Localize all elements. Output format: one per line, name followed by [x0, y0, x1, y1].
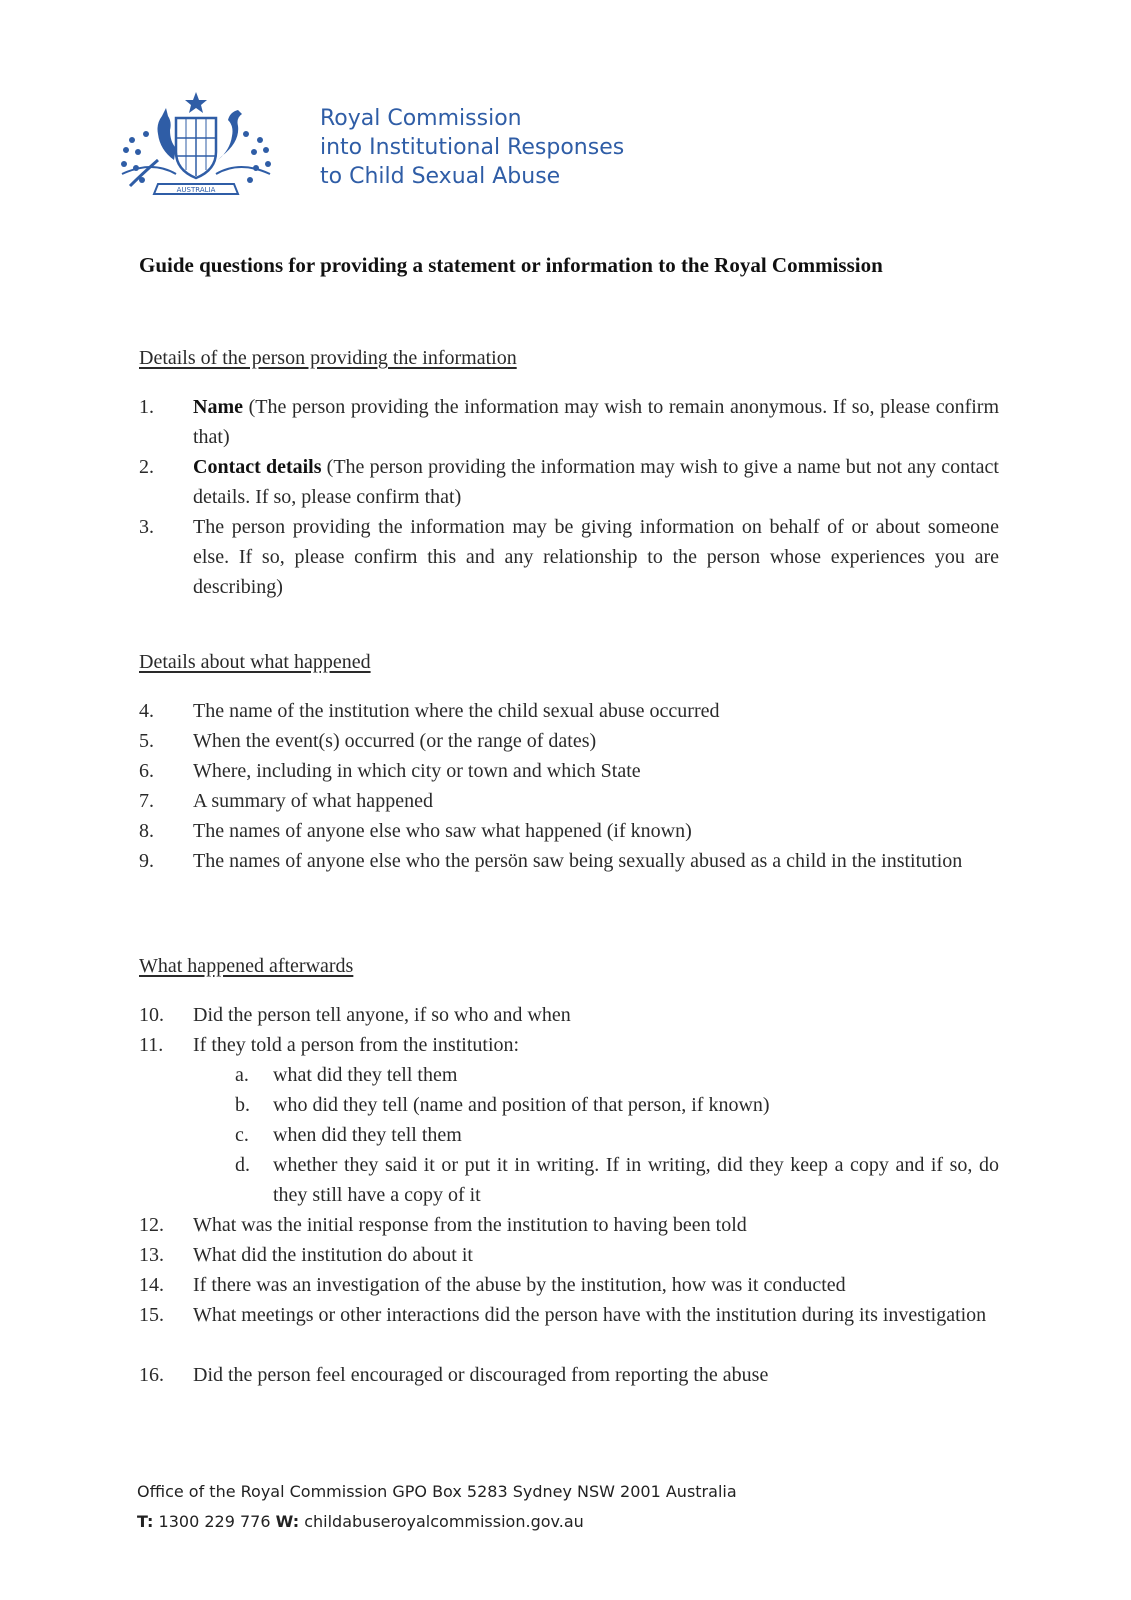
sub-list-item: [235, 1090, 999, 1120]
item-text: When the event(s) occurred (or the range of dates): [193, 730, 597, 752]
sub-item-text: whether they said it or put it in writing. If in writing, did they keep a copy and if so, do they still have a copy of it: [273, 1154, 999, 1206]
item-bold-label: Name: [193, 396, 243, 418]
item-number: 1.: [139, 396, 154, 418]
item-text: If they told a person from the institution:: [193, 1034, 520, 1056]
list-item: [139, 696, 999, 726]
phone-number: 1300 229 776: [153, 1512, 276, 1531]
document-title: Guide questions for providing a statement or information to the Royal Commission: [139, 253, 883, 277]
item-number: 4.: [139, 700, 154, 722]
item-text: (The person providing the information may wish to give a name but not any contact details. If so, please confirm that): [193, 456, 999, 508]
sub-item-text: when did they tell them: [273, 1124, 462, 1146]
item-bold-label: Contact details: [193, 456, 322, 478]
list-item: [139, 786, 999, 816]
org-line-2: into Institutional Responses: [320, 135, 625, 160]
sub-item-letter: c.: [235, 1124, 249, 1146]
item-text: Did the person feel encouraged or discouraged from reporting the abuse: [193, 1364, 769, 1386]
phone-label: T:: [137, 1512, 154, 1531]
list-item: [139, 1270, 999, 1300]
crest-motto: AUSTRALIA: [176, 186, 216, 194]
sub-list-item: [235, 1150, 999, 1210]
item-number: 2.: [139, 456, 154, 478]
list-item: [139, 816, 999, 846]
section-heading: What happened afterwards: [139, 955, 354, 977]
list-item: [139, 846, 999, 876]
list-item: [139, 392, 999, 452]
sub-item-text: what did they tell them: [273, 1064, 458, 1086]
footer-address: Office of the Royal Commission GPO Box 5283 Sydney NSW 2001 Australia: [137, 1482, 737, 1501]
list-item: [139, 452, 999, 512]
item-number: 8.: [139, 820, 154, 842]
item-text: The person providing the information may be giving information on behalf of or about someone else. If so, please confirm this and any relationship to the person whose experiences you are describing): [193, 516, 999, 598]
item-text: The names of anyone else who saw what happened (if known): [193, 820, 692, 842]
list-item: [139, 1240, 999, 1270]
list-item: [139, 1360, 999, 1390]
list-item: [139, 1210, 999, 1240]
coat-of-arms-icon: [112, 90, 280, 214]
item-number: 9.: [139, 850, 154, 872]
item-text: What meetings or other interactions did the person have with the institution during its investigation: [193, 1304, 987, 1326]
item-number: 3.: [139, 516, 154, 538]
sub-item-text: who did they tell (name and position of that person, if known): [273, 1094, 770, 1116]
item-text: (The person providing the information may wish to remain anonymous. If so, please confirm that): [193, 396, 999, 448]
item-text: If there was an investigation of the abuse by the institution, how was it conducted: [193, 1274, 846, 1296]
web-label: W:: [275, 1512, 300, 1531]
list-item: [139, 1000, 999, 1030]
sub-list-item: [235, 1120, 999, 1150]
item-number: 13.: [139, 1244, 164, 1266]
item-text: The name of the institution where the child sexual abuse occurred: [193, 700, 720, 722]
item-number: 14.: [139, 1274, 164, 1296]
section-heading: Details about what happened: [139, 651, 371, 673]
footer-contact: [137, 1512, 584, 1531]
website-link[interactable]: childabuseroyalcommission.gov.au: [299, 1512, 584, 1531]
item-text: A summary of what happened: [193, 790, 433, 812]
sub-list-item: [235, 1060, 999, 1090]
item-number: 16.: [139, 1364, 164, 1386]
coat-of-arms-logo: [112, 90, 280, 214]
list-item: [139, 1300, 999, 1330]
list-item: [139, 756, 999, 786]
org-line-1: Royal Commission: [320, 106, 522, 131]
item-text: What was the initial response from the institution to having been told: [193, 1214, 747, 1236]
org-line-3: to Child Sexual Abuse: [320, 164, 561, 189]
item-number: 7.: [139, 790, 154, 812]
sub-item-letter: a.: [235, 1064, 249, 1086]
sub-item-letter: d.: [235, 1154, 250, 1176]
item-text: Did the person tell anyone, if so who and when: [193, 1004, 571, 1026]
sub-item-letter: b.: [235, 1094, 250, 1116]
item-number: 5.: [139, 730, 154, 752]
list-item: [139, 726, 999, 756]
item-number: 15.: [139, 1304, 164, 1326]
organisation-name: [320, 104, 624, 191]
item-text: What did the institution do about it: [193, 1244, 473, 1266]
item-text: Where, including in which city or town and which State: [193, 760, 641, 782]
list-item: [139, 1030, 999, 1060]
item-number: 6.: [139, 760, 154, 782]
item-text: The names of anyone else who the persön saw being sexually abused as a child in the institution: [193, 850, 963, 872]
item-number: 11.: [139, 1034, 164, 1056]
section-heading: Details of the person providing the information: [139, 347, 517, 369]
item-number: 10.: [139, 1004, 164, 1026]
item-number: 12.: [139, 1214, 164, 1236]
list-item: [139, 512, 999, 602]
